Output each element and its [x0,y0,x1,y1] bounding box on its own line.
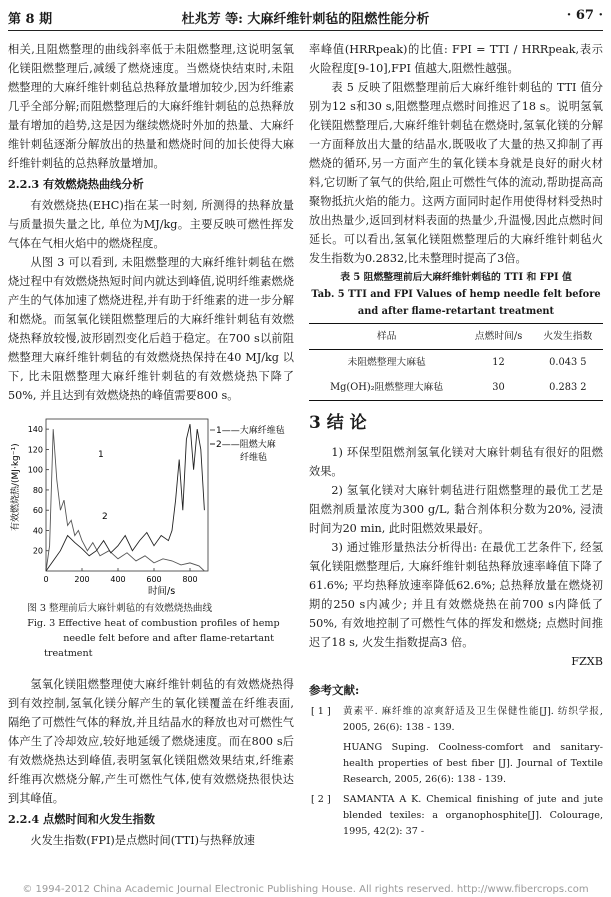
y-tick-label: 60 [32,506,43,516]
reference-item [309,704,603,736]
legend-item-2-cont: 纤维毡 [240,453,268,463]
section-heading-3: 3 结 论 [309,413,367,433]
ehc-chart [8,411,294,597]
reference-number: [ 2 ] [311,794,331,805]
table-row [309,375,603,401]
x-tick-label: 800 [182,575,198,584]
paragraph: 从图 3 可以看到, 未阻燃整理的大麻纤维针刺毡在燃烧过程中有效燃烧热短时间内就达到峰值,说明纤维素燃烧产生的气体加速了燃烧进程,并有助于纤维素的进一步分解和燃烧。而氢氧化镁阻燃整理后的大麻纤维针刺毡有效燃烧热释放较慢,波形剧烈变化后趋于稳定。在700 s以前阻燃整理大麻纤维针刺毡的有效燃烧热保持在40 MJ/kg 以下, 比未阻燃整理大麻纤维针刺毡的有效燃烧热下降了50%, 并且达到有效燃烧热的峰值需要800 s。 [8,256,294,402]
y-axis-label: 有效燃烧热/(MJ·kg⁻¹) [11,443,21,531]
y-tick-label: 120 [27,445,43,455]
figure-caption-en-cont: needle felt before and after flame-retartant treatment [44,633,275,659]
table-row [309,350,603,376]
paragraph: 火发生指数(FPI)是点燃时间(TTI)与热释放速 [30,834,255,847]
conclusion-1: 1) 环保型阻燃剂氢氧化镁对大麻针刺毡有很好的阻燃效果。 [309,446,603,478]
y-tick-label: 40 [32,526,43,536]
figure-caption-cn: 图 3 整理前后大麻针刺毡的有效燃烧热曲线 [27,603,213,614]
table-cell: 12 [492,357,505,368]
figure-3 [8,411,294,597]
paragraph: 表 5 反映了阻燃整理前后大麻纤维针刺毡的 TTI 值分别为12 s和30 s,阻燃整理点燃时间推迟了18 s。说明氢氧化镁阻燃整理后,大麻纤维针刺毡在燃烧时,氢氧化镁的分解一方面释放出大量的结晶水,既吸收了大量的热又抑制了再燃烧的循环,另一方面产生的氧化镁本身就是良好的耐火材料,它切断了氧气的供给,阻止可燃性气体的流动,帮助提高高聚物抵抗火焰的能力。这两方面同时起作用使得材料受热时放出热量少,返回到材料表面的热量少,升温慢,因此点燃时间延长。可以看出,氢氧化镁阻燃整理后的大麻纤维针刺毡火发生指数为0.2832,比未整理时提高了3倍。 [309,81,603,265]
paragraph: 氢氧化镁阻燃整理使大麻纤维针刺毡的有效燃烧热得到有效控制,氢氧化镁分解产生的氧化镁覆盖在纤维表面,隔绝了可燃性气体的释放,并且结晶水的释放也对可燃性气体产生了冷却效应,较好地延缓了燃烧速度。而在800 s后有效燃烧热达到峰值,表明氢氧化镁阻燃效果结束,纤维素纤维再次燃烧分解,产生可燃性气体,使有效燃烧热很快达到其峰值。 [8,678,294,805]
table-header-cell: 火发生指数 [543,331,593,342]
x-tick-label: 400 [110,575,126,584]
legend-item-1: 1——大麻纤维毡 [216,426,285,436]
section-heading-2-2-4: 2.2.4 点燃时间和火发生指数 [8,812,155,826]
y-tick-label: 20 [32,546,43,556]
paragraph: 相关,且阻燃整理的曲线斜率低于未阻燃整理,这说明氢氧化镁阻燃整理后,减缓了燃烧速度。当燃烧快结束时,未阻燃整理的大麻纤维针刺毡总热释放量增加较少,因为纤维素几乎全部分解;而阻燃整理后的大麻纤维针刺毡的总热释放量有增加的趋势,这是因为继续燃烧时外加的热量、大麻纤维针刺毡逐渐分解放出的热量和燃烧时间的加长使得大麻纤维针刺毡的总热释放量增加。 [8,43,294,170]
issue-number: 第 8 期 [8,12,53,27]
table-cell: Mg(OH)₂阻燃整理大麻毡 [330,382,444,393]
y-tick-label: 140 [27,425,43,435]
figure-caption-en: Fig. 3 Effective heat of combustion profiles of hemp [27,618,280,629]
x-tick-label: 0 [43,575,49,584]
table-5 [309,323,603,401]
reference-text: 黄素平. 麻纤维的凉爽舒适及卫生保健性能[J]. 纺织学报, 2005, 26(6): 138 - 139. [343,706,603,733]
conclusion-2: 2) 氢氧化镁对大麻针刺毡进行阻燃整理的最优工艺是阻燃剂质量浓度为300 g/L, 黏合剂体积分数为20%, 浸渍时间为20 min, 此时阻燃效果最好。 [309,484,603,535]
x-tick-label: 600 [146,575,162,584]
table-header-row [309,324,603,350]
paragraph: 率峰值(HRRpeak)的比值: FPI = TTI / HRRpeak,表示火险程度[9-10],FPI 值越大,阻燃性越强。 [309,43,603,75]
table-cell: 30 [492,382,505,393]
right-column [309,40,603,844]
paragraph: 有效燃烧热(EHC)指在某一时刻, 所测得的热释放量与质量损失量之比, 单位为MJ/kg。主要反映可燃性挥发气体在气相火焰中的燃烧程度。 [8,199,294,250]
section-heading-2-2-3: 2.2.3 有效燃烧热曲线分析 [8,177,144,191]
series-line-2 [46,424,204,571]
table-header-cell: 点燃时间/s [474,331,523,342]
reference-number: [ 1 ] [311,706,331,717]
table-cell: 0.043 5 [549,357,587,368]
table-caption-en: Tab. 5 TTI and FPI Values of hemp needle felt before [311,289,601,300]
x-axis-label: 时间/s [148,586,176,597]
table-caption-en-cont: and after flame-retartant treatment [357,306,555,317]
reference-item [309,740,603,788]
series-line-1 [46,429,204,571]
table-header-cell: 样品 [376,331,397,342]
left-column [8,40,294,850]
y-tick-label: 100 [27,465,43,475]
table-cell: 0.283 2 [549,382,587,393]
fzxb-mark: FZXB [571,655,603,668]
header-rule [8,30,603,31]
legend-item-2: 2——阻燃大麻 [216,440,276,450]
running-title: 杜兆芳 等: 大麻纤维针刺毡的阻燃性能分析 [181,12,430,27]
curve-label-2: 2 [102,512,108,522]
copyright-footer: © 1994-2012 China Academic Journal Electronic Publishing House. All rights reserved. http://www.fibercrops.com [22,884,589,895]
reference-item [309,792,603,840]
references-heading: 参考文献: [309,683,360,697]
page-header [8,8,603,28]
y-tick-label: 80 [32,485,43,495]
reference-text: SAMANTA A K. Chemical finishing of jute and jute blended texiles: a organophosphite[J]. Colourage, 1995, 42(2): 37 - [343,794,603,837]
page-number: · 67 · [566,8,603,23]
x-tick-label: 200 [74,575,90,584]
table-cell: 未阻燃整理大麻毡 [347,357,426,368]
curve-label-1: 1 [98,450,104,460]
table-caption-cn: 表 5 阻燃整理前后大麻纤维针刺毡的 TTI 和 FPI 值 [340,272,572,283]
reference-text: HUANG Suping. Coolness-comfort and sanitary-health properties of best fiber [J]. Journal of Textile Research, 2005, 26(6): 138 - 139. [343,742,603,785]
conclusion-3: 3) 通过锥形量热法分析得出: 在最优工艺条件下, 经氢氧化镁阻燃整理后, 大麻纤维针刺毡热释放速率峰值下降了 61.6%; 平均热释放速率降低62.6%; 总热释放量在燃烧初期的250 s内减少; 并且有效燃烧热在前700 s内降低了50%, 有效地控制了可燃性气体的挥发和燃烧; 点燃时间推迟了18 s, 火发生指数提高3 倍。 [309,541,603,649]
references-list [309,704,603,840]
